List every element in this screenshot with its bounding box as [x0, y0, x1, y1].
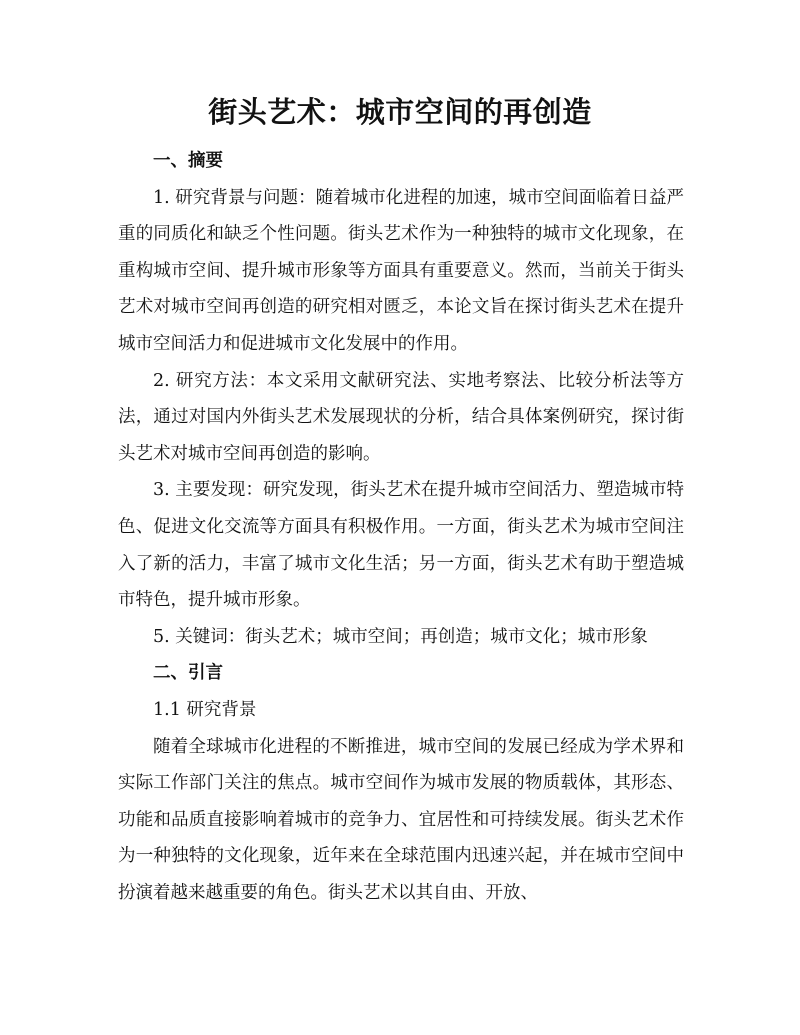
section-heading-introduction: 二、引言	[153, 663, 223, 684]
document-body	[118, 143, 684, 911]
paragraph-keywords: 5. 关键词：街头艺术；城市空间；再创造；城市文化；城市形象	[153, 626, 648, 647]
subsection-heading-background: 1.1 研究背景	[153, 699, 257, 720]
paragraph-research-background: 1. 研究背景与问题：随着城市化进程的加速，城市空间面临着日益严重的同质化和缺乏个性问题。街头艺术作为一种独特的城市文化现象，在重构城市空间、提升城市形象等方面具有重要意义。然而，当前关于街头艺术对城市空间再创造的研究相对匮乏，本论文旨在探讨街头艺术在提升城市空间活力和促进城市文化发展中的作用。	[118, 187, 684, 354]
paragraph-main-findings: 3. 主要发现：研究发现，街头艺术在提升城市空间活力、塑造城市特色、促进文化交流等方面具有积极作用。一方面，街头艺术为城市空间注入了新的活力，丰富了城市文化生活；另一方面，街头艺术有助于塑造城市特色，提升城市形象。	[118, 480, 684, 611]
paragraph-research-method: 2. 研究方法：本文采用文献研究法、实地考察法、比较分析法等方法，通过对国内外街头艺术发展现状的分析，结合具体案例研究，探讨街头艺术对城市空间再创造的影响。	[118, 370, 684, 464]
section-heading-abstract: 一、摘要	[153, 151, 223, 171]
paragraph-introduction-body: 随着全球城市化进程的不断推进，城市空间的发展已经成为学术界和实际工作部门关注的焦点。城市空间作为城市发展的物质载体，其形态、功能和品质直接影响着城市的竞争力、宜居性和可持续发展。街头艺术作为一种独特的文化现象，近年来在全球范围内迅速兴起，并在城市空间中扮演着越来越重要的角色。街头艺术以其自由、开放、	[118, 736, 684, 903]
document-title: 街头艺术：城市空间的再创造	[208, 95, 592, 129]
